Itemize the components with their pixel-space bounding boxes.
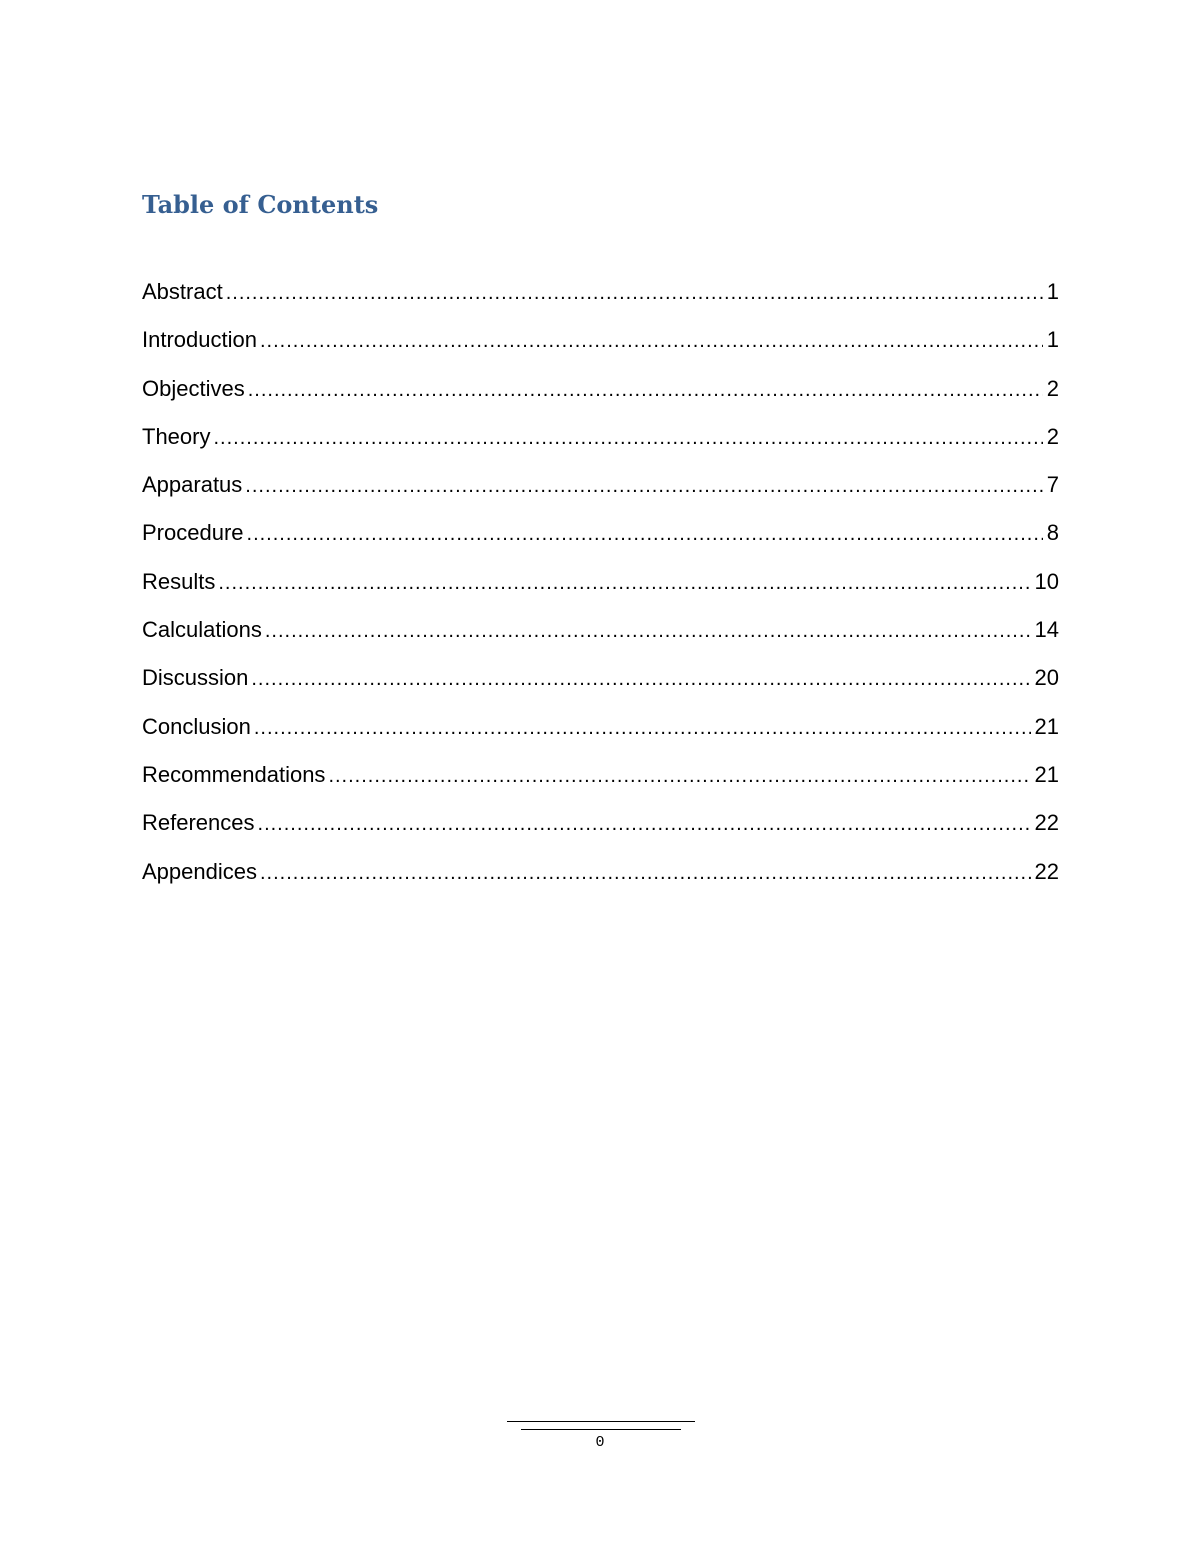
toc-entry-page: 14 [1034,617,1059,643]
toc-entry-label: Apparatus [142,472,243,498]
toc-entry-page: 21 [1034,713,1059,739]
dot-leader [260,856,1031,890]
toc-entry-label: Appendices [142,858,257,884]
toc-entry-label: Procedure [142,520,244,546]
toc-entry-label: Results [142,568,216,594]
dot-leader [265,614,1031,648]
dot-leader [328,759,1030,793]
toc-entry-label: Introduction [142,327,257,353]
toc-list [142,275,1059,903]
toc-entry-theory[interactable] [142,420,1059,468]
toc-entry-page: 20 [1034,665,1059,691]
toc-entry-page: 1 [1046,327,1059,353]
footer-divider-inner [521,1429,681,1430]
toc-entry-objectives[interactable] [142,372,1059,420]
toc-entry-label: Calculations [142,617,262,643]
toc-entry-page: 8 [1046,520,1059,546]
toc-entry-procedure[interactable] [142,516,1059,564]
toc-entry-conclusion[interactable] [142,710,1059,758]
toc-entry-page: 10 [1034,568,1059,594]
toc-entry-label: Discussion [142,665,249,691]
dot-leader [226,276,1043,310]
toc-entry-apparatus[interactable] [142,468,1059,516]
toc-entry-page: 1 [1046,279,1059,304]
footer-divider-outer [507,1421,695,1422]
dot-leader [260,324,1043,358]
toc-entry-recommendations[interactable] [142,758,1059,806]
toc-title: Table of Contents [142,190,379,219]
toc-entry-page: 7 [1046,472,1059,498]
dot-leader [258,807,1031,841]
toc-entry-calculations[interactable] [142,613,1059,661]
toc-entry-page: 22 [1034,810,1059,836]
dot-leader [254,711,1031,745]
toc-entry-page: 22 [1034,858,1059,884]
toc-entry-label: Conclusion [142,713,251,739]
dot-leader [213,421,1042,455]
toc-entry-appendices[interactable] [142,855,1059,903]
toc-entry-abstract[interactable] [142,275,1059,323]
toc-entry-label: Objectives [142,375,245,401]
dot-leader [247,517,1043,551]
dot-leader [218,566,1030,600]
toc-entry-page: 2 [1046,375,1059,401]
page-number: 0 [595,1434,605,1451]
dot-leader [251,662,1030,696]
toc-entry-results[interactable] [142,565,1059,613]
toc-entry-page: 21 [1034,761,1059,787]
toc-entry-introduction[interactable] [142,323,1059,371]
toc-entry-references[interactable] [142,806,1059,854]
toc-entry-label: References [142,810,255,836]
dot-leader [248,373,1043,407]
toc-entry-page: 2 [1046,423,1059,449]
dot-leader [245,469,1042,503]
toc-entry-discussion[interactable] [142,661,1059,709]
toc-entry-label: Theory [142,423,211,449]
toc-entry-label: Abstract [142,279,223,304]
toc-entry-label: Recommendations [142,761,326,787]
